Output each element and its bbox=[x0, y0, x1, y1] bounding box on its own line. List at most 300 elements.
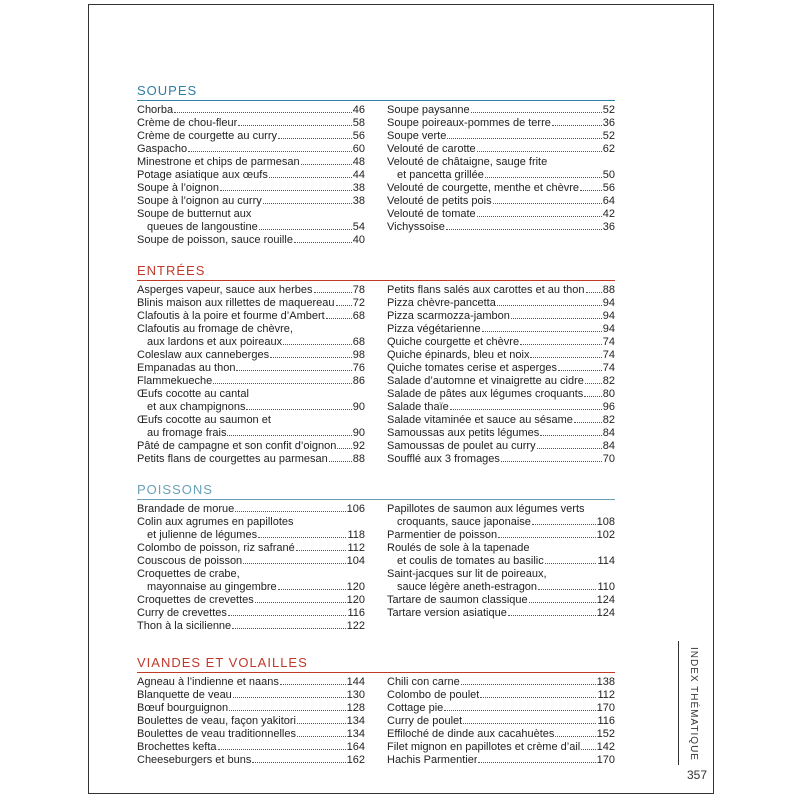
entry-title: Cottage pie bbox=[387, 702, 444, 714]
leader-dots bbox=[297, 736, 346, 737]
index-column-left bbox=[137, 676, 365, 767]
page-ref: 48 bbox=[352, 156, 365, 168]
index-entry bbox=[137, 375, 365, 388]
index-entry bbox=[387, 728, 615, 741]
page-ref: 104 bbox=[346, 555, 365, 567]
entry-title: Clafoutis à la poire et fourme d’Ambert bbox=[137, 310, 325, 322]
entry-title: Soupe verte bbox=[387, 130, 447, 142]
leader-dots bbox=[236, 370, 351, 371]
index-entry bbox=[387, 568, 615, 594]
entry-title: Blanquette de veau bbox=[137, 689, 232, 701]
page-ref: 82 bbox=[602, 414, 615, 426]
entry-line bbox=[137, 221, 365, 234]
index-entry bbox=[137, 607, 365, 620]
page-ref: 90 bbox=[352, 401, 365, 413]
page-ref: 164 bbox=[346, 741, 365, 753]
section-title: ENTRÉES bbox=[137, 263, 615, 281]
entry-title-cont: et pancetta grillée bbox=[397, 169, 484, 181]
entry-title: Pâté de campagne et son confit d’oignon bbox=[137, 440, 337, 452]
page-ref: 54 bbox=[352, 221, 365, 233]
entry-title: Hachis Parmentier bbox=[387, 754, 478, 766]
index-entry bbox=[387, 156, 615, 182]
leader-dots bbox=[235, 511, 345, 512]
index-entry bbox=[137, 130, 365, 143]
leader-dots bbox=[485, 177, 602, 178]
entry-title: Soufflé aux 3 fromages bbox=[387, 453, 500, 465]
index-entry bbox=[387, 741, 615, 754]
page-ref: 38 bbox=[352, 195, 365, 207]
entry-title: Soupe de butternut aux bbox=[137, 208, 252, 220]
index-entry bbox=[387, 388, 615, 401]
leader-dots bbox=[220, 190, 352, 191]
leader-dots bbox=[461, 684, 596, 685]
leader-dots bbox=[336, 305, 352, 306]
page-ref: 134 bbox=[346, 715, 365, 727]
entry-title: Gaspacho bbox=[137, 143, 188, 155]
index-entry bbox=[137, 104, 365, 117]
leader-dots bbox=[314, 292, 352, 293]
page-ref: 40 bbox=[352, 234, 365, 246]
page-ref: 76 bbox=[352, 362, 365, 374]
entry-title: Papillotes de saumon aux légumes verts bbox=[387, 503, 585, 515]
page-ref: 56 bbox=[352, 130, 365, 142]
entry-title: Pizza scarmozza-jambon bbox=[387, 310, 510, 322]
leader-dots bbox=[498, 537, 596, 538]
leader-dots bbox=[511, 318, 602, 319]
index-entry bbox=[137, 284, 365, 297]
entry-title: Crème de courgette au curry bbox=[137, 130, 278, 142]
index-entry bbox=[137, 195, 365, 208]
entry-line bbox=[387, 169, 615, 182]
leader-dots bbox=[218, 749, 346, 750]
entry-title: Croquettes de crabe, bbox=[137, 568, 240, 580]
page-ref: 88 bbox=[602, 284, 615, 296]
index-entry bbox=[387, 130, 615, 143]
index-entry bbox=[387, 542, 615, 568]
leader-dots bbox=[296, 550, 347, 551]
entry-title: Salade vitaminée et sauce au sésame bbox=[387, 414, 573, 426]
leader-dots bbox=[255, 602, 346, 603]
index-entry bbox=[137, 310, 365, 323]
entry-title-cont: croquants, sauce japonaise bbox=[397, 516, 531, 528]
entry-title: Petits flans de courgettes au parmesan bbox=[137, 453, 328, 465]
index-entry bbox=[387, 427, 615, 440]
page-ref: 130 bbox=[346, 689, 365, 701]
entry-title: Saint-jacques sur lit de poireaux, bbox=[387, 568, 547, 580]
leader-dots bbox=[252, 762, 345, 763]
page-ref: 78 bbox=[352, 284, 365, 296]
page-ref: 112 bbox=[597, 689, 615, 701]
index-entry bbox=[387, 284, 615, 297]
entry-title: Curry de poulet bbox=[387, 715, 463, 727]
index-entry bbox=[137, 388, 365, 414]
entry-title: Colombo de poisson, riz safrané bbox=[137, 542, 295, 554]
page-ref: 42 bbox=[602, 208, 615, 220]
leader-dots bbox=[278, 589, 346, 590]
section-columns bbox=[137, 284, 615, 466]
index-entry bbox=[387, 529, 615, 542]
entry-title: Couscous de poisson bbox=[137, 555, 243, 567]
entry-title: Coleslaw aux canneberges bbox=[137, 349, 270, 361]
page-ref: 82 bbox=[602, 375, 615, 387]
section-columns bbox=[137, 104, 615, 247]
sidebar-label: INDEX THÉMATIQUE bbox=[688, 647, 699, 761]
leader-dots bbox=[278, 138, 352, 139]
page-ref: 92 bbox=[352, 440, 365, 452]
page-ref: 62 bbox=[602, 143, 615, 155]
entry-title: Thon à la sicilienne bbox=[137, 620, 232, 632]
page-ref: 68 bbox=[352, 336, 365, 348]
page-ref: 118 bbox=[347, 529, 365, 541]
index-entry bbox=[387, 336, 615, 349]
leader-dots bbox=[581, 749, 595, 750]
leader-dots bbox=[540, 435, 602, 436]
leader-dots bbox=[259, 229, 352, 230]
index-entry bbox=[387, 607, 615, 620]
leader-dots bbox=[238, 125, 351, 126]
index-entry bbox=[137, 234, 365, 247]
page-ref: 94 bbox=[602, 323, 615, 335]
index-entry bbox=[137, 117, 365, 130]
entry-title: Velouté de petits pois bbox=[387, 195, 492, 207]
index-entry bbox=[137, 676, 365, 689]
leader-dots bbox=[537, 448, 602, 449]
leader-dots bbox=[501, 461, 602, 462]
leader-dots bbox=[246, 409, 351, 410]
index-entry bbox=[137, 208, 365, 234]
leader-dots bbox=[520, 344, 602, 345]
leader-dots bbox=[471, 112, 602, 113]
entry-title-cont: et coulis de tomates au basilic bbox=[397, 555, 544, 567]
index-entry bbox=[137, 715, 365, 728]
entry-title: Clafoutis au fromage de chèvre, bbox=[137, 323, 293, 335]
leader-dots bbox=[585, 383, 602, 384]
leader-dots bbox=[233, 697, 346, 698]
entry-title: Effiloché de dinde aux cacahuètes bbox=[387, 728, 555, 740]
entry-title: Colombo de poulet bbox=[387, 689, 480, 701]
leader-dots bbox=[213, 383, 352, 384]
page-ref: 112 bbox=[347, 542, 365, 554]
index-column-left bbox=[137, 104, 365, 247]
entry-title: Pizza végétarienne bbox=[387, 323, 481, 335]
entry-title-cont: au fromage frais bbox=[147, 427, 227, 439]
leader-dots bbox=[283, 344, 352, 345]
leader-dots bbox=[232, 628, 345, 629]
entry-title: Roulés de sole à la tapenade bbox=[387, 542, 530, 554]
entry-title: Agneau à l’indienne et naans bbox=[137, 676, 279, 688]
page-ref: 74 bbox=[602, 349, 615, 361]
page-ref: 170 bbox=[596, 754, 615, 766]
index-entry bbox=[137, 440, 365, 453]
leader-dots bbox=[228, 615, 347, 616]
index-entry bbox=[387, 375, 615, 388]
page-ref: 60 bbox=[352, 143, 365, 155]
index-entry bbox=[387, 208, 615, 221]
section-columns bbox=[137, 503, 615, 633]
page-ref: 106 bbox=[346, 503, 365, 515]
entry-title: Bœuf bourguignon bbox=[137, 702, 229, 714]
index-entry bbox=[387, 362, 615, 375]
index-entry bbox=[387, 117, 615, 130]
index-entry bbox=[137, 620, 365, 633]
entry-title: Boulettes de veau traditionnelles bbox=[137, 728, 296, 740]
leader-dots bbox=[497, 305, 602, 306]
index-entry bbox=[137, 555, 365, 568]
leader-dots bbox=[447, 138, 601, 139]
page-ref: 74 bbox=[602, 336, 615, 348]
index-entry bbox=[137, 414, 365, 440]
index-entry bbox=[137, 702, 365, 715]
entry-title: Œufs cocotte au cantal bbox=[137, 388, 249, 400]
page-ref: 36 bbox=[602, 221, 615, 233]
page-ref: 114 bbox=[597, 555, 615, 567]
page-ref: 152 bbox=[596, 728, 615, 740]
leader-dots bbox=[329, 461, 352, 462]
index-entry bbox=[137, 754, 365, 767]
leader-dots bbox=[444, 710, 595, 711]
page-ref: 98 bbox=[352, 349, 365, 361]
leader-dots bbox=[493, 203, 602, 204]
page-ref: 88 bbox=[352, 453, 365, 465]
entry-title: Empanadas au thon bbox=[137, 362, 236, 374]
page-ref: 96 bbox=[602, 401, 615, 413]
leader-dots bbox=[258, 537, 346, 538]
page-ref: 80 bbox=[602, 388, 615, 400]
entry-title: Potage asiatique aux œufs bbox=[137, 169, 268, 181]
leader-dots bbox=[586, 292, 602, 293]
page-ref: 94 bbox=[602, 297, 615, 309]
page-ref: 52 bbox=[602, 104, 615, 116]
entry-title: Velouté de courgette, menthe et chèvre bbox=[387, 182, 580, 194]
index-column-left bbox=[137, 284, 365, 466]
leader-dots bbox=[326, 318, 352, 319]
leader-dots bbox=[580, 190, 602, 191]
index-section bbox=[137, 83, 615, 247]
leader-dots bbox=[270, 357, 352, 358]
leader-dots bbox=[450, 409, 602, 410]
index-entry bbox=[137, 169, 365, 182]
entry-title: Cheeseburgers et buns bbox=[137, 754, 252, 766]
page-ref: 50 bbox=[602, 169, 615, 181]
page-ref: 84 bbox=[602, 440, 615, 452]
index-column-left bbox=[137, 503, 365, 633]
entry-title: Tartare de saumon classique bbox=[387, 594, 528, 606]
index-entry bbox=[137, 568, 365, 594]
leader-dots bbox=[243, 563, 345, 564]
leader-dots bbox=[294, 242, 352, 243]
entry-title: Salade thaïe bbox=[387, 401, 449, 413]
index-entry bbox=[137, 689, 365, 702]
page-ref: 52 bbox=[602, 130, 615, 142]
leader-dots bbox=[532, 524, 596, 525]
entry-title-cont: queues de langoustine bbox=[147, 221, 258, 233]
index-entry bbox=[137, 362, 365, 375]
index-section bbox=[137, 263, 615, 466]
page-ref: 70 bbox=[602, 453, 615, 465]
entry-title: Œufs cocotte au saumon et bbox=[137, 414, 271, 426]
index-column-right bbox=[387, 676, 615, 767]
page-ref: 64 bbox=[602, 195, 615, 207]
page-ref: 46 bbox=[352, 104, 365, 116]
page-ref: 84 bbox=[602, 427, 615, 439]
entry-title-cont: mayonnaise au gingembre bbox=[147, 581, 277, 593]
index-entry bbox=[387, 594, 615, 607]
index-column-right bbox=[387, 503, 615, 633]
leader-dots bbox=[538, 589, 596, 590]
entry-line bbox=[137, 529, 365, 542]
leader-dots bbox=[301, 164, 352, 165]
page-ref: 116 bbox=[597, 715, 615, 727]
entry-title: Curry de crevettes bbox=[137, 607, 227, 619]
index-entry bbox=[387, 702, 615, 715]
page-ref: 56 bbox=[602, 182, 615, 194]
entry-title: Boulettes de veau, façon yakitori bbox=[137, 715, 296, 727]
index-entry bbox=[387, 453, 615, 466]
section-columns bbox=[137, 676, 615, 767]
leader-dots bbox=[482, 331, 602, 332]
entry-title-cont: et julienne de légumes bbox=[147, 529, 258, 541]
entry-title: Minestrone et chips de parmesan bbox=[137, 156, 300, 168]
page-ref: 128 bbox=[346, 702, 365, 714]
page-ref: 38 bbox=[352, 182, 365, 194]
entry-title: Salade de pâtes aux légumes croquants bbox=[387, 388, 584, 400]
index-entry bbox=[137, 156, 365, 169]
index-entry bbox=[387, 401, 615, 414]
entry-title-cont: sauce légère aneth-estragon bbox=[397, 581, 538, 593]
entry-title-cont: aux lardons et aux poireaux bbox=[147, 336, 283, 348]
leader-dots bbox=[229, 710, 346, 711]
entry-title: Quiche tomates cerise et asperges bbox=[387, 362, 557, 374]
entry-title: Chorba bbox=[137, 104, 174, 116]
entry-title: Petits flans salés aux carottes et au thon bbox=[387, 284, 585, 296]
page-ref: 86 bbox=[352, 375, 365, 387]
leader-dots bbox=[337, 448, 351, 449]
index-entry bbox=[137, 594, 365, 607]
leader-dots bbox=[227, 435, 351, 436]
leader-dots bbox=[545, 563, 597, 564]
entry-title: Velouté de châtaigne, sauge frite bbox=[387, 156, 548, 168]
leader-dots bbox=[508, 615, 596, 616]
page-number: 357 bbox=[686, 768, 707, 782]
page-ref: 124 bbox=[596, 594, 615, 606]
page-ref: 68 bbox=[352, 310, 365, 322]
leader-dots bbox=[297, 723, 346, 724]
index-entry bbox=[387, 689, 615, 702]
section-title: VIANDES ET VOLAILLES bbox=[137, 655, 615, 673]
page-ref: 74 bbox=[602, 362, 615, 374]
page-ref: 94 bbox=[602, 310, 615, 322]
leader-dots bbox=[263, 203, 352, 204]
index-entry bbox=[387, 349, 615, 362]
sidebar-tab bbox=[678, 641, 713, 765]
leader-dots bbox=[188, 151, 352, 152]
page-ref: 170 bbox=[596, 702, 615, 714]
index-entry bbox=[387, 715, 615, 728]
leader-dots bbox=[477, 151, 602, 152]
page-ref: 124 bbox=[596, 607, 615, 619]
index-entry bbox=[387, 143, 615, 156]
leader-dots bbox=[529, 602, 596, 603]
index-entry bbox=[387, 503, 615, 529]
entry-title-cont: et aux champignons bbox=[147, 401, 246, 413]
leader-dots bbox=[480, 697, 596, 698]
index-entry bbox=[137, 143, 365, 156]
leader-dots bbox=[174, 112, 352, 113]
leader-dots bbox=[584, 396, 601, 397]
entry-title: Croquettes de crevettes bbox=[137, 594, 254, 606]
leader-dots bbox=[463, 723, 596, 724]
page-ref: 102 bbox=[596, 529, 615, 541]
page-ref: 44 bbox=[352, 169, 365, 181]
index-entry bbox=[387, 221, 615, 234]
entry-title: Soupe paysanne bbox=[387, 104, 470, 116]
entry-line bbox=[387, 581, 615, 594]
index-entry bbox=[387, 104, 615, 117]
page-ref: 72 bbox=[352, 297, 365, 309]
index-entry bbox=[137, 728, 365, 741]
entry-title: Salade d’automne et vinaigrette au cidre bbox=[387, 375, 584, 387]
entry-title: Samoussas aux petits légumes bbox=[387, 427, 540, 439]
entry-title: Filet mignon en papillotes et crème d’ail bbox=[387, 741, 581, 753]
page-ref: 138 bbox=[596, 676, 615, 688]
entry-title: Quiche courgette et chèvre bbox=[387, 336, 520, 348]
page-ref: 58 bbox=[352, 117, 365, 129]
leader-dots bbox=[530, 357, 601, 358]
entry-title: Blinis maison aux rillettes de maquereau bbox=[137, 297, 335, 309]
page-ref: 120 bbox=[346, 594, 365, 606]
entry-title: Parmentier de poisson bbox=[387, 529, 498, 541]
entry-title: Brandade de morue bbox=[137, 503, 235, 515]
leader-dots bbox=[269, 177, 352, 178]
entry-title: Vichyssoise bbox=[387, 221, 445, 233]
entry-title: Tartare version asiatique bbox=[387, 607, 507, 619]
index-entry bbox=[137, 516, 365, 542]
page-ref: 108 bbox=[596, 516, 615, 528]
entry-title: Soupe à l’oignon bbox=[137, 182, 219, 194]
section-title: SOUPES bbox=[137, 83, 615, 101]
index-entry bbox=[137, 453, 365, 466]
book-page bbox=[88, 4, 714, 794]
entry-title: Flammekueche bbox=[137, 375, 213, 387]
entry-title: Quiche épinards, bleu et noix bbox=[387, 349, 530, 361]
index-entry bbox=[387, 676, 615, 689]
index-entry bbox=[387, 195, 615, 208]
entry-line bbox=[137, 401, 365, 414]
page-ref: 142 bbox=[596, 741, 615, 753]
entry-title: Crème de chou-fleur bbox=[137, 117, 238, 129]
leader-dots bbox=[555, 736, 595, 737]
page-ref: 36 bbox=[602, 117, 615, 129]
entry-line bbox=[137, 427, 365, 440]
index-section bbox=[137, 482, 615, 633]
entry-line bbox=[137, 336, 365, 349]
index-entry bbox=[137, 542, 365, 555]
index-column-right bbox=[387, 284, 615, 466]
index-entry bbox=[137, 297, 365, 310]
index-entry bbox=[137, 349, 365, 362]
page-ref: 110 bbox=[597, 581, 615, 593]
page-ref: 116 bbox=[347, 607, 365, 619]
entry-line bbox=[387, 516, 615, 529]
entry-title: Chili con carne bbox=[387, 676, 460, 688]
index-entry bbox=[137, 741, 365, 754]
index-entry bbox=[387, 754, 615, 767]
leader-dots bbox=[477, 216, 602, 217]
index-entry bbox=[387, 323, 615, 336]
index-entry bbox=[137, 323, 365, 349]
page-ref: 122 bbox=[346, 620, 365, 632]
index-entry bbox=[387, 297, 615, 310]
